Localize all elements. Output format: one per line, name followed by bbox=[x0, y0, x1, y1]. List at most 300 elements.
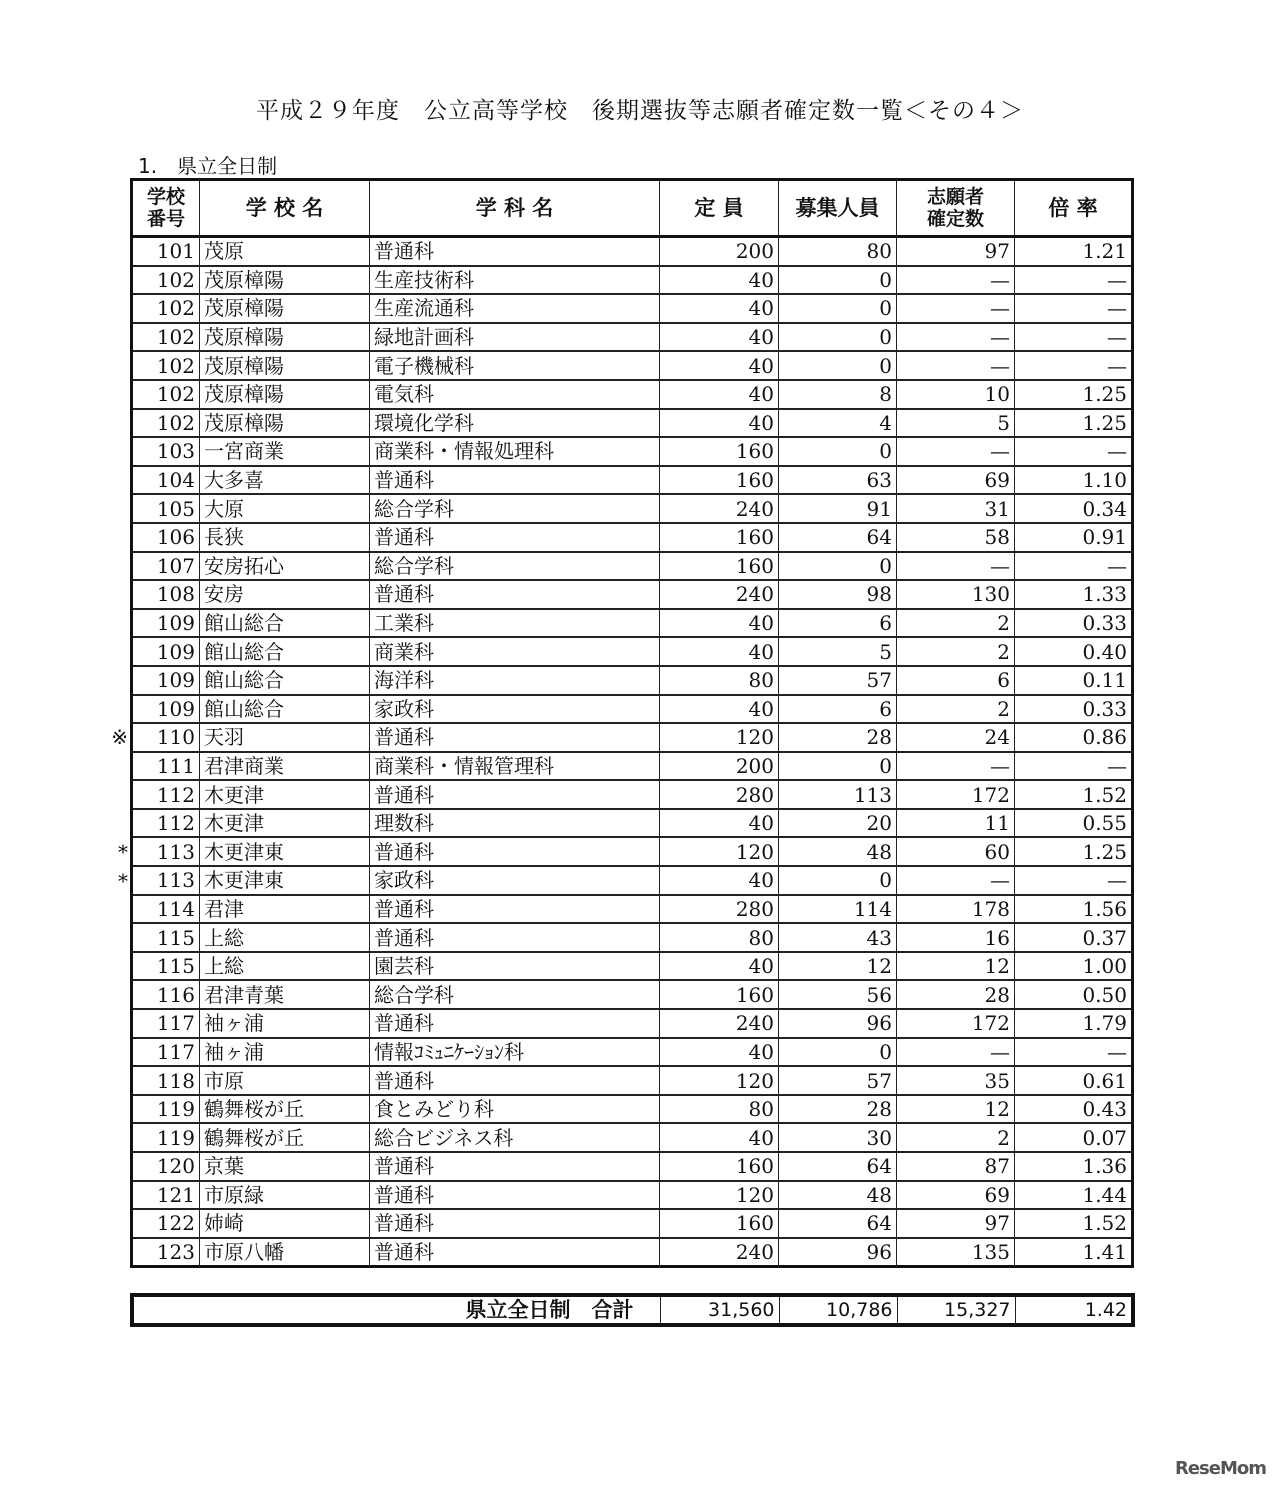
table-row bbox=[132, 1181, 1133, 1210]
cell-recruit: 63 bbox=[779, 466, 897, 495]
table-row bbox=[132, 695, 1133, 724]
cell-department: 生産技術科 bbox=[370, 266, 660, 295]
cell-applicants: 2 bbox=[897, 609, 1015, 638]
cell-school-number: 102 bbox=[132, 323, 200, 352]
cell-capacity: 240 bbox=[660, 1009, 779, 1038]
cell-school-name: 鶴舞桜が丘 bbox=[200, 1123, 370, 1152]
cell-department: 総合ビジネス科 bbox=[370, 1123, 660, 1152]
cell-applicants: 60 bbox=[897, 837, 1015, 866]
cell-capacity: 40 bbox=[660, 351, 779, 380]
cell-applicants: 12 bbox=[897, 1095, 1015, 1124]
total-table bbox=[130, 1293, 1135, 1327]
cell-school-name: 木更津 bbox=[200, 780, 370, 809]
cell-ratio: — bbox=[1015, 1038, 1133, 1067]
cell-ratio: 0.33 bbox=[1015, 695, 1133, 724]
cell-school-name: 長狭 bbox=[200, 523, 370, 552]
cell-school-number: 101 bbox=[132, 237, 200, 266]
cell-applicants: 58 bbox=[897, 523, 1015, 552]
cell-school-number: 115 bbox=[132, 923, 200, 952]
cell-capacity: 120 bbox=[660, 1181, 779, 1210]
cell-school-number: 123 bbox=[132, 1238, 200, 1267]
cell-school-name: 茂原樟陽 bbox=[200, 323, 370, 352]
cell-applicants: 97 bbox=[897, 237, 1015, 266]
cell-applicants: 135 bbox=[897, 1238, 1015, 1267]
cell-school-name: 木更津 bbox=[200, 809, 370, 838]
cell-recruit: 114 bbox=[779, 895, 897, 924]
cell-school-name: 安房拓心 bbox=[200, 552, 370, 581]
row-note-mark: * bbox=[118, 868, 128, 893]
cell-capacity: 40 bbox=[660, 609, 779, 638]
table-row bbox=[132, 552, 1133, 581]
cell-ratio: 1.44 bbox=[1015, 1181, 1133, 1210]
cell-recruit: 20 bbox=[779, 809, 897, 838]
cell-capacity: 40 bbox=[660, 1123, 779, 1152]
cell-department: 普通科 bbox=[370, 895, 660, 924]
cell-capacity: 200 bbox=[660, 237, 779, 266]
cell-applicants: 87 bbox=[897, 1152, 1015, 1181]
cell-recruit: 64 bbox=[779, 1152, 897, 1181]
cell-ratio: — bbox=[1015, 351, 1133, 380]
cell-recruit: 0 bbox=[779, 294, 897, 323]
total-recruit: 10,786 bbox=[779, 1295, 897, 1325]
table-row bbox=[132, 1152, 1133, 1181]
cell-ratio: — bbox=[1015, 752, 1133, 781]
cell-ratio: 0.40 bbox=[1015, 637, 1133, 666]
cell-ratio: 0.07 bbox=[1015, 1123, 1133, 1152]
cell-capacity: 40 bbox=[660, 1038, 779, 1067]
cell-school-name: 君津青葉 bbox=[200, 980, 370, 1009]
cell-recruit: 48 bbox=[779, 1181, 897, 1210]
header-applicants bbox=[897, 180, 1015, 237]
table-row bbox=[132, 723, 1133, 752]
cell-school-number: 109 bbox=[132, 695, 200, 724]
cell-department: 普通科 bbox=[370, 1209, 660, 1238]
cell-applicants: 97 bbox=[897, 1209, 1015, 1238]
cell-school-name: 館山総合 bbox=[200, 666, 370, 695]
cell-capacity: 240 bbox=[660, 580, 779, 609]
header-school-name: 学 校 名 bbox=[200, 180, 370, 237]
cell-applicants: — bbox=[897, 552, 1015, 581]
cell-applicants: 69 bbox=[897, 1181, 1015, 1210]
table-row bbox=[132, 666, 1133, 695]
cell-ratio: 1.00 bbox=[1015, 952, 1133, 981]
cell-department: 食とみどり科 bbox=[370, 1095, 660, 1124]
cell-capacity: 40 bbox=[660, 323, 779, 352]
page-title: 平成２９年度 公立高等学校 後期選抜等志願者確定数一覧＜その４＞ bbox=[256, 98, 1024, 124]
table-row bbox=[132, 294, 1133, 323]
header-ratio: 倍 率 bbox=[1015, 180, 1133, 237]
cell-recruit: 30 bbox=[779, 1123, 897, 1152]
table-row bbox=[132, 1209, 1133, 1238]
cell-recruit: 6 bbox=[779, 609, 897, 638]
cell-school-number: 119 bbox=[132, 1123, 200, 1152]
cell-school-number: 107 bbox=[132, 552, 200, 581]
table-row bbox=[132, 1009, 1133, 1038]
cell-applicants: 16 bbox=[897, 923, 1015, 952]
cell-capacity: 120 bbox=[660, 1066, 779, 1095]
cell-department: 普通科 bbox=[370, 1181, 660, 1210]
cell-recruit: 43 bbox=[779, 923, 897, 952]
cell-school-name: 茂原樟陽 bbox=[200, 380, 370, 409]
cell-capacity: 160 bbox=[660, 1152, 779, 1181]
cell-school-name: 君津商業 bbox=[200, 752, 370, 781]
cell-school-name: 袖ヶ浦 bbox=[200, 1038, 370, 1067]
cell-department: 普通科 bbox=[370, 466, 660, 495]
cell-school-number: 103 bbox=[132, 437, 200, 466]
header-text: 番号 bbox=[146, 208, 185, 230]
cell-school-number: 111 bbox=[132, 752, 200, 781]
table-row bbox=[132, 809, 1133, 838]
cell-applicants: 5 bbox=[897, 409, 1015, 438]
cell-school-number: 113 bbox=[132, 837, 200, 866]
cell-school-number: 114 bbox=[132, 895, 200, 924]
cell-department: 商業科・情報処理科 bbox=[370, 437, 660, 466]
cell-ratio: 0.50 bbox=[1015, 980, 1133, 1009]
cell-school-name: 一宮商業 bbox=[200, 437, 370, 466]
cell-department: 情報ｺﾐｭﾆｹｰｼｮﾝ科 bbox=[370, 1038, 660, 1067]
table-row bbox=[132, 752, 1133, 781]
cell-applicants: — bbox=[897, 437, 1015, 466]
cell-applicants: — bbox=[897, 323, 1015, 352]
total-row bbox=[132, 1295, 1133, 1325]
cell-school-number: 112 bbox=[132, 809, 200, 838]
table-row bbox=[132, 837, 1133, 866]
header-row bbox=[132, 180, 1133, 237]
cell-applicants: 178 bbox=[897, 895, 1015, 924]
cell-ratio: — bbox=[1015, 294, 1133, 323]
cell-applicants: 11 bbox=[897, 809, 1015, 838]
row-note-mark: * bbox=[118, 840, 128, 865]
cell-department: 園芸科 bbox=[370, 952, 660, 981]
cell-school-number: 102 bbox=[132, 266, 200, 295]
cell-school-number: 106 bbox=[132, 523, 200, 552]
cell-school-number: 113 bbox=[132, 866, 200, 895]
cell-recruit: 96 bbox=[779, 1238, 897, 1267]
table-row bbox=[132, 980, 1133, 1009]
cell-recruit: 113 bbox=[779, 780, 897, 809]
table-row bbox=[132, 609, 1133, 638]
cell-department: 環境化学科 bbox=[370, 409, 660, 438]
cell-recruit: 0 bbox=[779, 866, 897, 895]
cell-capacity: 80 bbox=[660, 1095, 779, 1124]
table-row bbox=[132, 351, 1133, 380]
cell-department: 普通科 bbox=[370, 580, 660, 609]
cell-recruit: 0 bbox=[779, 266, 897, 295]
table-row bbox=[132, 895, 1133, 924]
cell-recruit: 48 bbox=[779, 837, 897, 866]
cell-department: 普通科 bbox=[370, 237, 660, 266]
cell-school-name: 安房 bbox=[200, 580, 370, 609]
cell-ratio: 1.25 bbox=[1015, 380, 1133, 409]
cell-ratio: 0.43 bbox=[1015, 1095, 1133, 1124]
header-capacity: 定 員 bbox=[660, 180, 779, 237]
cell-school-number: 117 bbox=[132, 1009, 200, 1038]
cell-capacity: 40 bbox=[660, 380, 779, 409]
cell-applicants: 35 bbox=[897, 1066, 1015, 1095]
cell-school-name: 大原 bbox=[200, 494, 370, 523]
cell-capacity: 80 bbox=[660, 666, 779, 695]
table-row bbox=[132, 780, 1133, 809]
cell-school-name: 館山総合 bbox=[200, 695, 370, 724]
cell-school-name: 市原緑 bbox=[200, 1181, 370, 1210]
cell-recruit: 0 bbox=[779, 351, 897, 380]
cell-school-name: 君津 bbox=[200, 895, 370, 924]
cell-school-number: 105 bbox=[132, 494, 200, 523]
cell-capacity: 160 bbox=[660, 552, 779, 581]
cell-school-name: 天羽 bbox=[200, 723, 370, 752]
cell-applicants: 28 bbox=[897, 980, 1015, 1009]
cell-school-name: 茂原樟陽 bbox=[200, 409, 370, 438]
cell-department: 普通科 bbox=[370, 723, 660, 752]
cell-applicants: — bbox=[897, 351, 1015, 380]
cell-applicants: 172 bbox=[897, 780, 1015, 809]
cell-department: 緑地計画科 bbox=[370, 323, 660, 352]
cell-applicants: 2 bbox=[897, 1123, 1015, 1152]
cell-capacity: 240 bbox=[660, 494, 779, 523]
cell-school-number: 112 bbox=[132, 780, 200, 809]
cell-department: 電子機械科 bbox=[370, 351, 660, 380]
cell-school-name: 京葉 bbox=[200, 1152, 370, 1181]
cell-recruit: 0 bbox=[779, 323, 897, 352]
table-row bbox=[132, 466, 1133, 495]
cell-department: 総合学科 bbox=[370, 552, 660, 581]
cell-recruit: 0 bbox=[779, 1038, 897, 1067]
cell-capacity: 160 bbox=[660, 980, 779, 1009]
cell-recruit: 64 bbox=[779, 1209, 897, 1238]
cell-capacity: 40 bbox=[660, 637, 779, 666]
cell-applicants: — bbox=[897, 752, 1015, 781]
cell-capacity: 40 bbox=[660, 695, 779, 724]
cell-recruit: 96 bbox=[779, 1009, 897, 1038]
cell-ratio: 1.33 bbox=[1015, 580, 1133, 609]
total-applicants: 15,327 bbox=[897, 1295, 1015, 1325]
cell-applicants: — bbox=[897, 866, 1015, 895]
cell-capacity: 160 bbox=[660, 1209, 779, 1238]
cell-ratio: 1.79 bbox=[1015, 1009, 1133, 1038]
cell-capacity: 120 bbox=[660, 723, 779, 752]
cell-department: 普通科 bbox=[370, 923, 660, 952]
cell-school-name: 茂原 bbox=[200, 237, 370, 266]
cell-recruit: 57 bbox=[779, 1066, 897, 1095]
cell-school-name: 茂原樟陽 bbox=[200, 294, 370, 323]
header-text: 学校 bbox=[146, 186, 185, 208]
cell-capacity: 40 bbox=[660, 952, 779, 981]
cell-applicants: 2 bbox=[897, 695, 1015, 724]
cell-department: 普通科 bbox=[370, 1238, 660, 1267]
cell-school-number: 102 bbox=[132, 294, 200, 323]
cell-recruit: 64 bbox=[779, 523, 897, 552]
cell-department: 普通科 bbox=[370, 837, 660, 866]
cell-capacity: 120 bbox=[660, 837, 779, 866]
cell-ratio: 0.34 bbox=[1015, 494, 1133, 523]
cell-applicants: — bbox=[897, 294, 1015, 323]
table-row bbox=[132, 237, 1133, 266]
cell-applicants: 24 bbox=[897, 723, 1015, 752]
cell-recruit: 56 bbox=[779, 980, 897, 1009]
cell-recruit: 28 bbox=[779, 723, 897, 752]
cell-ratio: 1.21 bbox=[1015, 237, 1133, 266]
cell-ratio: 0.33 bbox=[1015, 609, 1133, 638]
cell-ratio: 1.52 bbox=[1015, 780, 1133, 809]
cell-school-number: 109 bbox=[132, 666, 200, 695]
cell-capacity: 160 bbox=[660, 466, 779, 495]
table-row bbox=[132, 580, 1133, 609]
header-department: 学 科 名 bbox=[370, 180, 660, 237]
cell-recruit: 91 bbox=[779, 494, 897, 523]
table-row bbox=[132, 1038, 1133, 1067]
cell-department: 普通科 bbox=[370, 1009, 660, 1038]
cell-department: 普通科 bbox=[370, 1066, 660, 1095]
cell-school-number: 122 bbox=[132, 1209, 200, 1238]
cell-school-number: 116 bbox=[132, 980, 200, 1009]
cell-school-name: 袖ヶ浦 bbox=[200, 1009, 370, 1038]
cell-school-number: 102 bbox=[132, 380, 200, 409]
cell-applicants: 6 bbox=[897, 666, 1015, 695]
cell-ratio: 0.91 bbox=[1015, 523, 1133, 552]
header-school-number bbox=[132, 180, 200, 237]
cell-applicants: — bbox=[897, 1038, 1015, 1067]
cell-school-number: 102 bbox=[132, 409, 200, 438]
cell-department: 普通科 bbox=[370, 523, 660, 552]
cell-department: 家政科 bbox=[370, 866, 660, 895]
cell-department: 総合学科 bbox=[370, 980, 660, 1009]
cell-capacity: 40 bbox=[660, 409, 779, 438]
table-row bbox=[132, 637, 1133, 666]
header-text: 確定数 bbox=[926, 208, 984, 230]
cell-department: 家政科 bbox=[370, 695, 660, 724]
table-row bbox=[132, 523, 1133, 552]
cell-ratio: 0.11 bbox=[1015, 666, 1133, 695]
cell-ratio: — bbox=[1015, 866, 1133, 895]
cell-school-name: 市原八幡 bbox=[200, 1238, 370, 1267]
cell-ratio: 0.61 bbox=[1015, 1066, 1133, 1095]
table-row bbox=[132, 494, 1133, 523]
cell-department: 工業科 bbox=[370, 609, 660, 638]
row-note-mark: ※ bbox=[111, 725, 128, 750]
table-row bbox=[132, 437, 1133, 466]
cell-recruit: 57 bbox=[779, 666, 897, 695]
cell-department: 海洋科 bbox=[370, 666, 660, 695]
cell-school-number: 115 bbox=[132, 952, 200, 981]
cell-applicants: 12 bbox=[897, 952, 1015, 981]
cell-school-number: 117 bbox=[132, 1038, 200, 1067]
cell-department: 商業科・情報管理科 bbox=[370, 752, 660, 781]
cell-school-name: 上総 bbox=[200, 923, 370, 952]
cell-school-number: 118 bbox=[132, 1066, 200, 1095]
cell-capacity: 40 bbox=[660, 294, 779, 323]
section-heading: 1. 県立全日制 bbox=[138, 154, 278, 178]
cell-ratio: 1.52 bbox=[1015, 1209, 1133, 1238]
cell-recruit: 12 bbox=[779, 952, 897, 981]
table-row bbox=[132, 1123, 1133, 1152]
cell-department: 普通科 bbox=[370, 1152, 660, 1181]
cell-recruit: 4 bbox=[779, 409, 897, 438]
cell-ratio: 0.55 bbox=[1015, 809, 1133, 838]
cell-capacity: 200 bbox=[660, 752, 779, 781]
table-row bbox=[132, 1095, 1133, 1124]
cell-recruit: 80 bbox=[779, 237, 897, 266]
cell-capacity: 280 bbox=[660, 895, 779, 924]
cell-ratio: 1.36 bbox=[1015, 1152, 1133, 1181]
cell-capacity: 80 bbox=[660, 923, 779, 952]
cell-school-number: 120 bbox=[132, 1152, 200, 1181]
cell-school-name: 木更津東 bbox=[200, 866, 370, 895]
cell-school-name: 茂原樟陽 bbox=[200, 266, 370, 295]
table-row bbox=[132, 409, 1133, 438]
cell-school-number: 110 bbox=[132, 723, 200, 752]
cell-applicants: 69 bbox=[897, 466, 1015, 495]
cell-school-name: 館山総合 bbox=[200, 609, 370, 638]
cell-department: 総合学科 bbox=[370, 494, 660, 523]
header-recruit: 募集人員 bbox=[779, 180, 897, 237]
cell-recruit: 8 bbox=[779, 380, 897, 409]
cell-applicants: 172 bbox=[897, 1009, 1015, 1038]
cell-ratio: — bbox=[1015, 552, 1133, 581]
cell-ratio: — bbox=[1015, 266, 1133, 295]
cell-school-name: 茂原樟陽 bbox=[200, 351, 370, 380]
table-row bbox=[132, 323, 1133, 352]
cell-recruit: 0 bbox=[779, 552, 897, 581]
cell-department: 商業科 bbox=[370, 637, 660, 666]
cell-ratio: 1.56 bbox=[1015, 895, 1133, 924]
table-row bbox=[132, 1238, 1133, 1267]
cell-school-name: 大多喜 bbox=[200, 466, 370, 495]
cell-recruit: 98 bbox=[779, 580, 897, 609]
cell-capacity: 40 bbox=[660, 266, 779, 295]
cell-school-name: 市原 bbox=[200, 1066, 370, 1095]
cell-school-number: 119 bbox=[132, 1095, 200, 1124]
cell-capacity: 160 bbox=[660, 437, 779, 466]
applicants-table bbox=[130, 178, 1134, 1268]
total-ratio: 1.42 bbox=[1015, 1295, 1133, 1325]
table-row bbox=[132, 866, 1133, 895]
cell-capacity: 160 bbox=[660, 523, 779, 552]
cell-school-name: 上総 bbox=[200, 952, 370, 981]
cell-applicants: 10 bbox=[897, 380, 1015, 409]
cell-school-number: 121 bbox=[132, 1181, 200, 1210]
cell-school-number: 109 bbox=[132, 637, 200, 666]
cell-capacity: 40 bbox=[660, 809, 779, 838]
total-label: 県立全日制 合計 bbox=[132, 1295, 660, 1325]
cell-recruit: 0 bbox=[779, 752, 897, 781]
cell-department: 生産流通科 bbox=[370, 294, 660, 323]
table-row bbox=[132, 380, 1133, 409]
cell-capacity: 280 bbox=[660, 780, 779, 809]
cell-school-name: 館山総合 bbox=[200, 637, 370, 666]
cell-ratio: 1.10 bbox=[1015, 466, 1133, 495]
cell-ratio: 1.25 bbox=[1015, 409, 1133, 438]
cell-capacity: 240 bbox=[660, 1238, 779, 1267]
table-row bbox=[132, 1066, 1133, 1095]
table-row bbox=[132, 923, 1133, 952]
cell-ratio: — bbox=[1015, 323, 1133, 352]
cell-department: 電気科 bbox=[370, 380, 660, 409]
cell-applicants: 130 bbox=[897, 580, 1015, 609]
cell-department: 理数科 bbox=[370, 809, 660, 838]
cell-ratio: 0.37 bbox=[1015, 923, 1133, 952]
table-row bbox=[132, 952, 1133, 981]
cell-recruit: 28 bbox=[779, 1095, 897, 1124]
cell-ratio: 1.41 bbox=[1015, 1238, 1133, 1267]
total-capacity: 31,560 bbox=[660, 1295, 779, 1325]
watermark-logo: ReseMom bbox=[1174, 1458, 1266, 1479]
cell-applicants: — bbox=[897, 266, 1015, 295]
cell-school-name: 鶴舞桜が丘 bbox=[200, 1095, 370, 1124]
cell-school-number: 104 bbox=[132, 466, 200, 495]
cell-applicants: 31 bbox=[897, 494, 1015, 523]
cell-ratio: 0.86 bbox=[1015, 723, 1133, 752]
cell-ratio: — bbox=[1015, 437, 1133, 466]
